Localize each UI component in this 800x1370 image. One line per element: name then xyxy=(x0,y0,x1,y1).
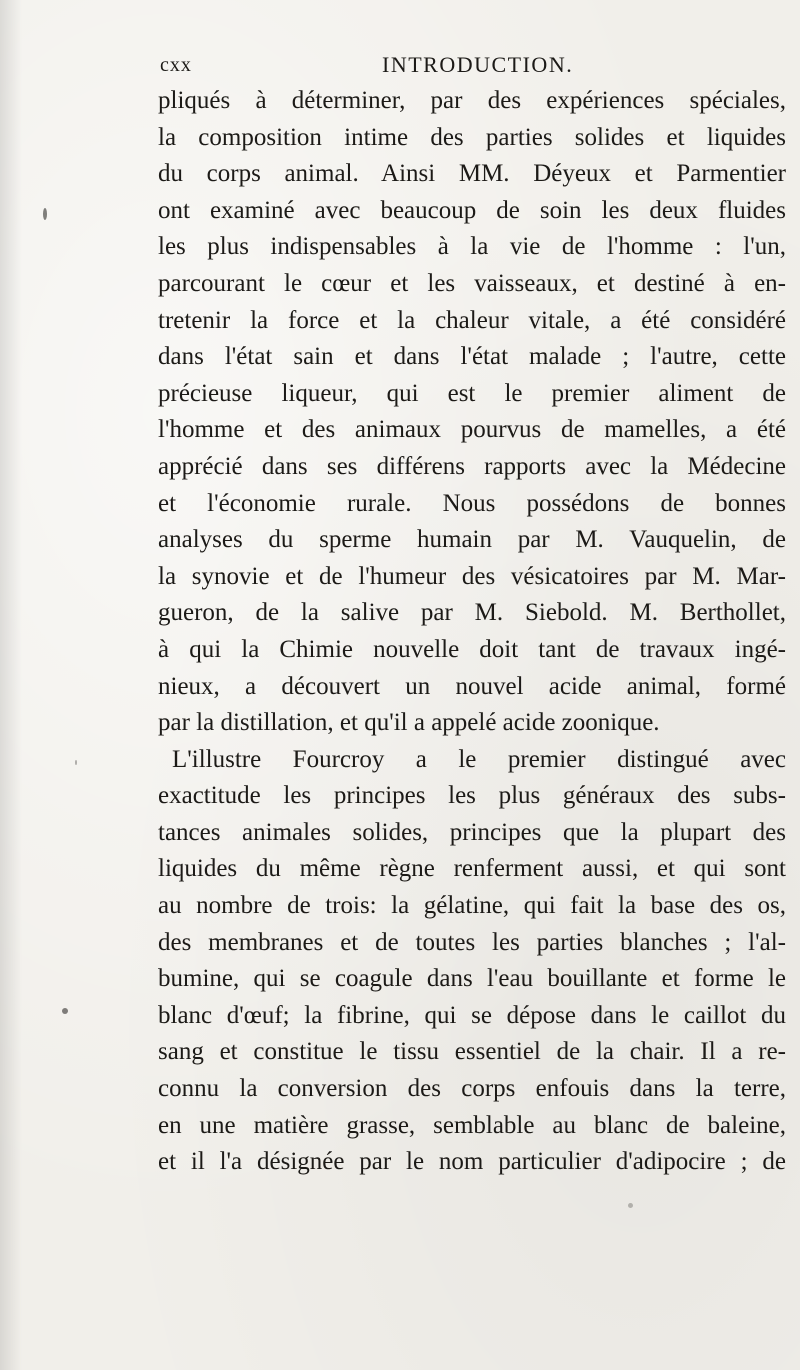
page-header xyxy=(160,52,780,82)
text-line: tances animales solides, principes que la plupart des xyxy=(158,818,786,846)
text-line: parcourant le cœur et les vaisseaux, et destiné à en- xyxy=(158,269,786,297)
text-line: exactitude les principes les plus généraux des subs- xyxy=(158,782,786,810)
text-line: par la distillation, et qu'il a appelé acide zoonique. xyxy=(158,709,660,737)
text-line: précieuse liqueur, qui est le premier aliment de xyxy=(158,379,786,407)
paragraph-1 xyxy=(158,83,786,742)
paper-speck xyxy=(62,1008,68,1014)
running-title: INTRODUCTION. xyxy=(382,52,574,77)
text-line: les plus indispensables à la vie de l'homme : l'un, xyxy=(158,233,786,261)
text-line: nieux, a découvert un nouvel acide animal, formé xyxy=(158,672,786,700)
paragraph-2 xyxy=(158,742,786,1181)
text-line: en une matière grasse, semblable au blanc de baleine, xyxy=(158,1111,786,1139)
text-line: blanc d'œuf; la fibrine, qui se dépose dans le caillot du xyxy=(158,1001,786,1029)
text-line: dans l'état sain et dans l'état malade ; l'autre, cette xyxy=(158,343,786,371)
text-line: connu la conversion des corps enfouis dans la terre, xyxy=(158,1075,786,1103)
text-line: sang et constitue le tissu essentiel de la chair. Il a re- xyxy=(158,1038,786,1066)
text-line: ont examiné avec beaucoup de soin les deux fluides xyxy=(158,196,786,224)
text-line: gueron, de la salive par M. Siebold. M. Berthollet, xyxy=(158,599,786,627)
text-line: la composition intime des parties solides et liquides xyxy=(158,123,786,151)
page-number: cxx xyxy=(160,54,192,76)
text-line: du corps animal. Ainsi MM. Déyeux et Parmentier xyxy=(158,160,786,188)
text-line: à qui la Chimie nouvelle doit tant de travaux ingé- xyxy=(158,635,786,663)
paper-speck xyxy=(75,760,77,765)
text-line: L'illustre Fourcroy a le premier distingué avec xyxy=(172,745,786,773)
text-line: la synovie et de l'humeur des vésicatoires par M. Mar- xyxy=(158,562,786,590)
paper-speck xyxy=(628,1203,633,1208)
text-line: pliqués à déterminer, par des expériences spéciales, xyxy=(158,87,786,114)
text-line: au nombre de trois: la gélatine, qui fait la base des os, xyxy=(158,892,786,920)
text-line: bumine, qui se coagule dans l'eau bouillante et forme le xyxy=(158,965,786,993)
body-text xyxy=(158,83,786,1181)
text-line: analyses du sperme humain par M. Vauquelin, de xyxy=(158,526,786,554)
text-line: l'homme et des animaux pourvus de mamelles, a été xyxy=(158,416,786,444)
page-gutter-shadow xyxy=(0,0,22,1370)
text-line: apprécié dans ses différens rapports avec la Médecine xyxy=(158,452,786,480)
text-line: des membranes et de toutes les parties blanches ; l'al- xyxy=(158,928,786,956)
text-line: et l'économie rurale. Nous possédons de bonnes xyxy=(158,489,786,517)
text-line: liquides du même règne renferment aussi, et qui sont xyxy=(158,855,786,883)
paper-speck xyxy=(43,208,47,220)
text-line: tretenir la force et la chaleur vitale, a été considéré xyxy=(158,306,786,334)
text-line: et il l'a désignée par le nom particulier d'adipocire ; de xyxy=(158,1148,786,1176)
